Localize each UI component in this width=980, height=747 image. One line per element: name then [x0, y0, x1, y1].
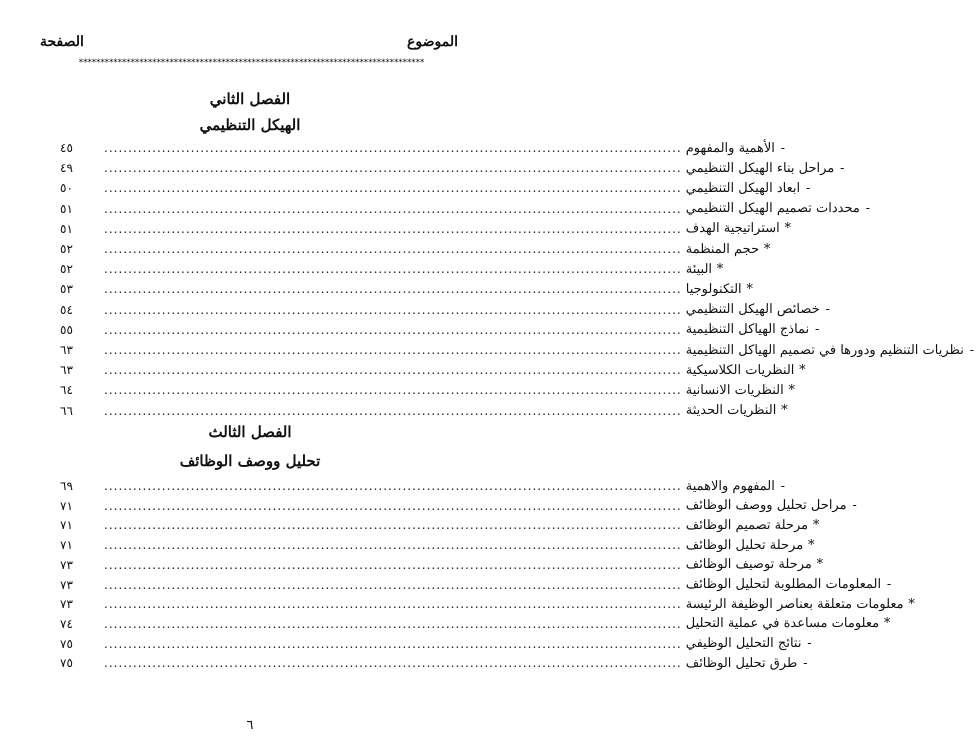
toc-entry-title: محددات تصميم الهيكل التنظيمي [685, 201, 860, 217]
toc-entry-title: المفهوم والاهمية [685, 478, 775, 494]
bullet-star: * [883, 616, 891, 632]
toc-entry-title: النظريات الكلاسيكية [685, 362, 795, 378]
toc-entry-page: ٧٣ [60, 597, 73, 612]
toc-entry-page: ٦٤ [60, 383, 73, 398]
toc-entry [60, 220, 792, 238]
chapter-3-subtitle: تحليل ووصف الوظائف [179, 452, 321, 470]
leader-dots: ........................................................................................................................ [104, 181, 682, 196]
leader-dots: ........................................................................................................................ [104, 577, 682, 592]
toc-entry-title: النظريات الانسانية [685, 382, 784, 398]
toc-entry [60, 301, 830, 319]
toc-entry-title: التكنولوجيا [685, 281, 742, 297]
toc-entry-page: ٥٣ [60, 282, 73, 297]
toc-entry-title: نتائج التحليل الوظيفي [685, 636, 802, 652]
toc-entry-page: ٧١ [60, 538, 73, 553]
toc-entry-title: معلومات مساعدة في عملية التحليل [685, 616, 880, 632]
toc-entry-title: مرحلة تصميم الوظائف [685, 517, 809, 533]
leader-dots: ........................................................................................................................ [104, 302, 682, 317]
bullet-dash: - [840, 160, 845, 176]
toc-entry-page: ٦٦ [60, 403, 73, 418]
toc-entry [60, 402, 788, 420]
bullet-star: * [788, 382, 795, 398]
bullet-star: * [784, 221, 792, 237]
toc-entry-page: ٥٥ [60, 322, 73, 337]
toc-entry [60, 321, 820, 339]
chapter-2-subtitle: الهيكل التنظيمي [199, 116, 301, 134]
leader-dots: ........................................................................................................................ [104, 518, 682, 533]
toc-entry-page: ٦٣ [60, 363, 73, 378]
bullet-dash: - [814, 322, 820, 338]
toc-entry-page: ٧٥ [60, 656, 73, 671]
toc-entry-page: ٦٩ [60, 479, 73, 493]
toc-entry-title: مرحلة توصيف الوظائف [685, 557, 812, 573]
toc-entry [60, 615, 891, 633]
toc-entry-page: ٧٣ [60, 557, 73, 572]
toc-entry [60, 477, 786, 495]
toc-entry [60, 200, 871, 218]
toc-entry [60, 497, 857, 515]
toc-entry-page: ٦٣ [60, 343, 73, 357]
toc-entry [60, 240, 771, 258]
bullet-star: * [908, 596, 915, 612]
toc-entry-page: ٥١ [60, 201, 73, 216]
toc-entry-title: ابعاد الهيكل التنظيمي [685, 180, 801, 196]
topic-column-header: الموضوع [407, 34, 458, 50]
leader-dots: ........................................................................................................................ [104, 201, 682, 216]
leader-dots: ........................................................................................................................ [104, 636, 682, 651]
bullet-dash: - [780, 478, 786, 494]
leader-dots: ........................................................................................................................ [104, 538, 682, 553]
page-column-header: الصفحة [40, 34, 84, 50]
toc-entry-page: ٤٥ [60, 141, 73, 155]
toc-entry [60, 361, 806, 379]
chapter-2-title: الفصل الثاني [209, 90, 291, 108]
leader-dots: ........................................................................................................................ [104, 322, 682, 337]
bullet-dash: - [803, 655, 808, 671]
toc-entry-title: الأهمية والمفهوم [685, 140, 775, 156]
toc-entry [60, 536, 815, 554]
leader-dots: ........................................................................................................................ [104, 221, 682, 236]
bullet-star: * [816, 557, 824, 573]
toc-entry-title: طرق تحليل الوظائف [685, 655, 798, 671]
leader-dots: ........................................................................................................................ [104, 479, 682, 493]
toc-entry-page: ٤٩ [60, 161, 73, 176]
toc-entry [60, 260, 724, 278]
leader-dots: ........................................................................................................................ [104, 363, 682, 378]
leader-dots: ........................................................................................................................ [104, 403, 682, 418]
toc-entry-page: ٥٤ [60, 302, 73, 317]
toc-entry [60, 556, 824, 574]
toc-entry-page: ٥٠ [60, 181, 73, 196]
bullet-dash: - [852, 498, 857, 514]
toc-entry-title: خصائص الهيكل التنظيمي [685, 302, 820, 318]
leader-dots: ........................................................................................................................ [104, 343, 682, 357]
toc-entry-page: ٧٥ [60, 636, 73, 651]
bullet-dash: - [969, 342, 975, 358]
toc-entry [60, 341, 975, 359]
bullet-star: * [716, 261, 724, 277]
toc-entry-title: استراتيجية الهدف [685, 221, 780, 237]
toc-entry-title: حجم المنظمة [685, 241, 760, 257]
bullet-dash: - [807, 636, 812, 652]
bullet-star: * [812, 517, 820, 533]
leader-dots: ........................................................................................................................ [104, 383, 682, 398]
toc-entry-title: مراحل تحليل ووصف الوظائف [685, 498, 847, 514]
toc-entry-title: المعلومات المطلوبة لتحليل الوظائف [685, 577, 882, 592]
leader-dots: ........................................................................................................................ [104, 656, 682, 671]
toc-entry-page: ٧٣ [60, 577, 73, 592]
chapter-3-title: الفصل الثالث [208, 423, 292, 441]
toc-entry [60, 654, 808, 672]
bullet-star: * [746, 281, 753, 297]
toc-entry-title: نظريات التنظيم ودورها في تصميم الهياكل التنظيمية [685, 342, 964, 358]
toc-entry-title: مرحلة تحليل الوظائف [685, 537, 804, 553]
toc-entry-title: مراحل بناء الهيكل التنظيمي [685, 160, 835, 176]
leader-dots: ........................................................................................................................ [104, 242, 682, 256]
leader-dots: ........................................................................................................................ [104, 282, 682, 297]
toc-entry-title: النظريات الحديثة [685, 403, 777, 419]
leader-dots: ........................................................................................................................ [104, 141, 682, 155]
leader-dots: ........................................................................................................................ [104, 262, 682, 277]
bullet-dash: - [805, 180, 811, 196]
toc-entry-title: معلومات متعلقة بعناصر الوظيفة الرئيسة [685, 596, 904, 612]
toc-entry-page: ٧١ [60, 518, 73, 533]
toc-entry [60, 139, 786, 157]
bullet-star: * [807, 537, 815, 553]
bullet-star: * [781, 403, 788, 419]
toc-entry [60, 595, 915, 613]
toc-entry [60, 635, 812, 653]
bullet-dash: - [865, 201, 871, 217]
leader-dots: ........................................................................................................................ [104, 557, 682, 572]
toc-entry [60, 159, 845, 177]
bullet-dash: - [825, 302, 830, 318]
toc-entry-title: نماذج الهياكل التنظيمية [685, 322, 810, 338]
toc-entry-page: ٥١ [60, 221, 73, 236]
bullet-dash: - [780, 140, 786, 156]
leader-dots: ........................................................................................................................ [104, 498, 682, 513]
toc-entry-page: ٧١ [60, 498, 73, 513]
bullet-star: * [799, 362, 806, 378]
leader-dots: ........................................................................................................................ [104, 161, 682, 176]
toc-entry-page: ٥٢ [60, 242, 73, 256]
toc-entry [60, 280, 753, 298]
toc-entry-page: ٥٢ [60, 262, 73, 277]
toc-entry-title: البيئة [685, 261, 713, 277]
leader-dots: ........................................................................................................................ [104, 616, 682, 631]
bullet-star: * [763, 241, 771, 257]
star-divider: ******************************************************************************** [78, 58, 424, 68]
toc-entry-page: ٧٤ [60, 616, 73, 631]
toc-entry [60, 179, 811, 197]
toc-entry [60, 381, 795, 399]
bullet-dash: - [886, 577, 892, 592]
toc-entry [60, 516, 820, 534]
toc-entry [60, 576, 892, 594]
leader-dots: ........................................................................................................................ [104, 597, 682, 612]
page-number: ٦ [246, 718, 254, 733]
